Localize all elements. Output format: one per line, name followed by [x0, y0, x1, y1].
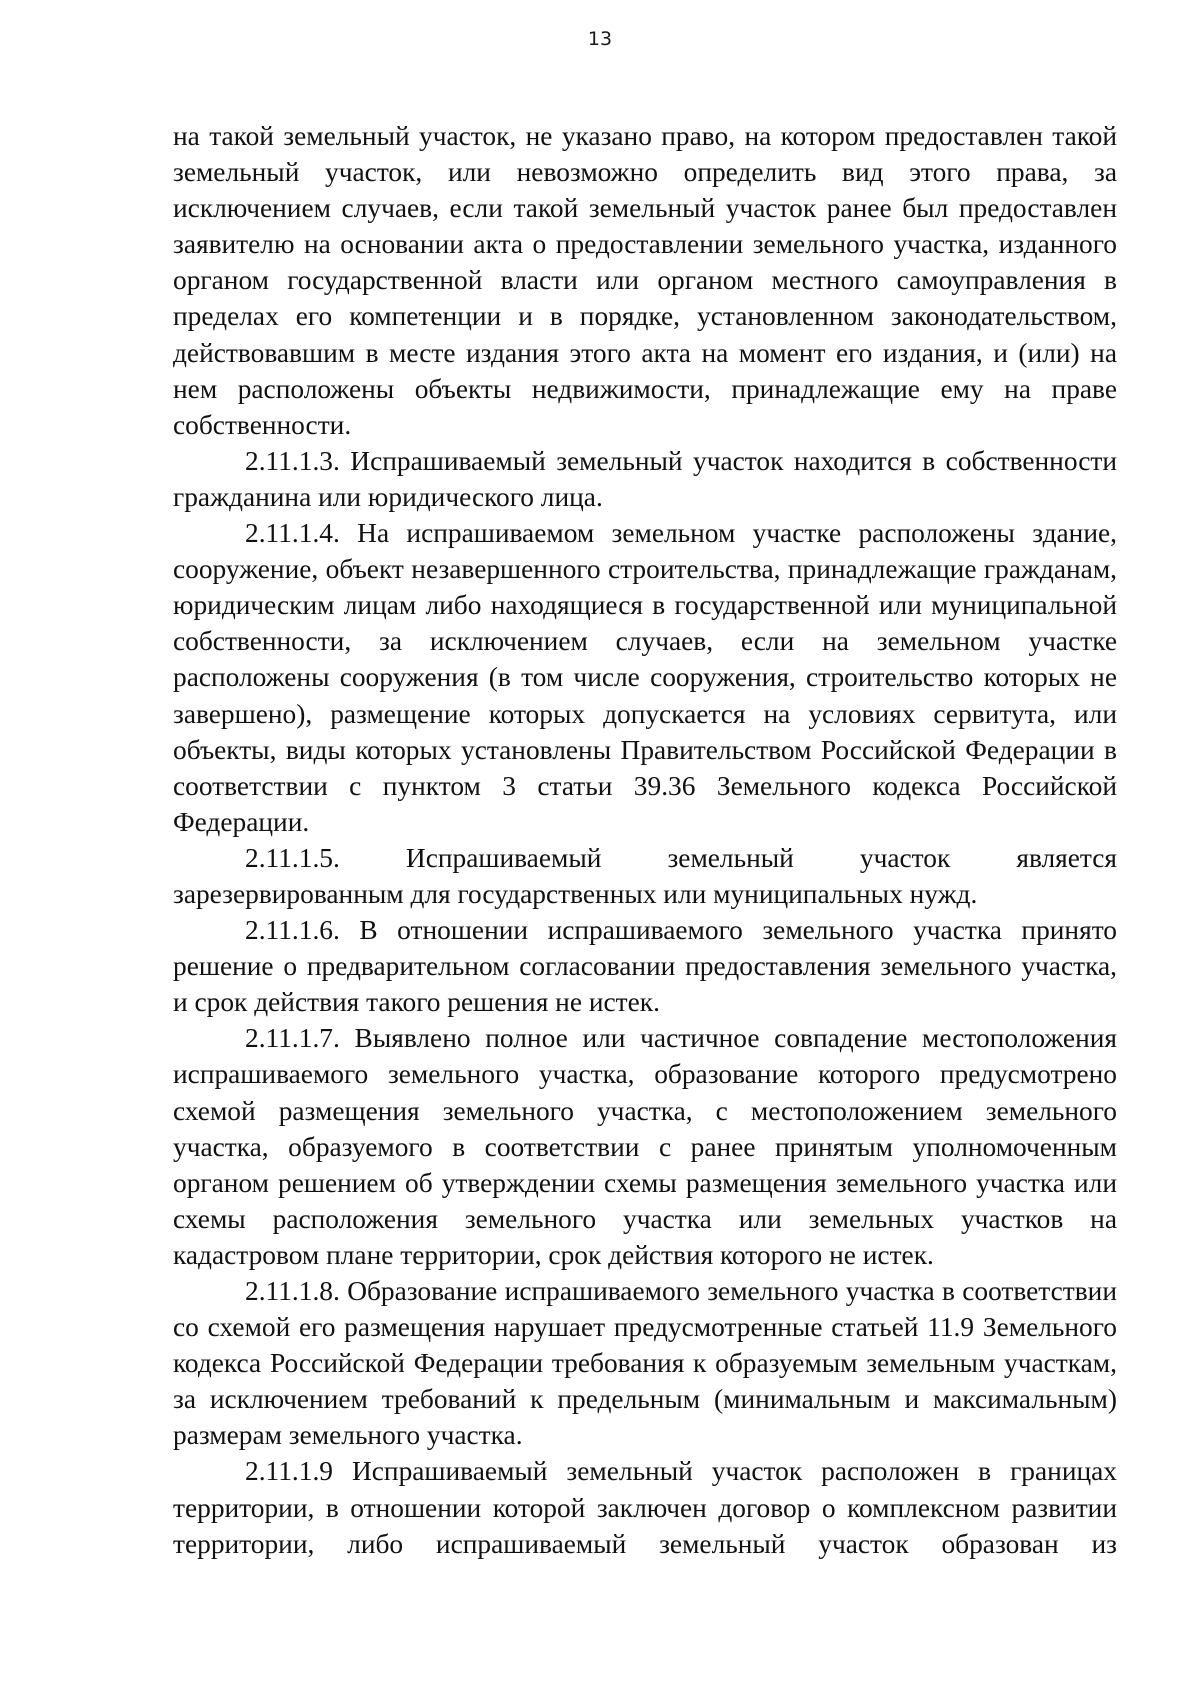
paragraph-2-11-1-5: 2.11.1.5. Испрашиваемый земельный участок является зарезервированным для государственных или муниципальных нужд. [173, 842, 1117, 909]
paragraph-2-11-1-8: 2.11.1.8. Образование испрашиваемого земельного участка в соответствии со схемой его размещения нарушает предусмотренные статьей 11.9 Земельного кодекса Российской Федерации требования к образуемым земельным участкам, за исключением требований к предельным (минимальным и максимальным) размерам земельного участка. [173, 1276, 1117, 1451]
paragraph-2-11-1-3: 2.11.1.3. Испрашиваемый земельный участок находится в собственности гражданина или юридического лица. [173, 445, 1117, 512]
paragraph-2-11-1-9: 2.11.1.9 Испрашиваемый земельный участок расположен в границах территории, в отношении которой заключен договор о комплексном развитии территории, либо испрашиваемый земельный участок образован из [173, 1456, 1117, 1559]
paragraph-2-11-1-7: 2.11.1.7. Выявлено полное или частичное совпадение местоположения испрашиваемого земельного участка, образование которого предусмотрено схемой размещения земельного участка, с местоположением земельного участка, образуемого в соответствии с ранее принятым уполномоченным органом решением об утверждении схемы размещения земельного участка или схемы расположения земельного участка или земельных участков на кадастровом плане территории, срок действия которого не истек. [173, 1023, 1117, 1270]
paragraph-continuation: на такой земельный участок, не указано право, на котором предоставлен такой земельный участок, или невозможно определить вид этого права, за исключением случаев, если такой земельный участок ранее был предоставлен заявителю на основании акта о предоставлении земельного участка, изданного органом государственной власти или органом местного самоуправления в пределах его компетенции и в порядке, установленном законодательством, действовавшим в месте издания этого акта на момент его издания, и (или) на нем расположены объекты недвижимости, принадлежащие ему на праве собственности. [173, 121, 1117, 440]
paragraph-2-11-1-6: 2.11.1.6. В отношении испрашиваемого земельного участка принято решение о предварительном согласовании предоставления земельного участка, и срок действия такого решения не истек. [173, 915, 1117, 1018]
page-number: 13 [587, 28, 613, 50]
paragraph-2-11-1-4: 2.11.1.4. На испрашиваемом земельном участке расположены здание, сооружение, объект незавершенного строительства, принадлежащие гражданам, юридическим лицам либо находящиеся в государственной или муниципальной собственности, за исключением случаев, если на земельном участке расположены сооружения (в том числе сооружения, строительство которых не завершено), размещение которых допускается на условиях сервитута, или объекты, виды которых установлены Правительством Российской Федерации в соответствии с пунктом 3 статьи 39.36 Земельного кодекса Российской Федерации. [173, 518, 1117, 837]
document-body [173, 118, 1117, 1562]
